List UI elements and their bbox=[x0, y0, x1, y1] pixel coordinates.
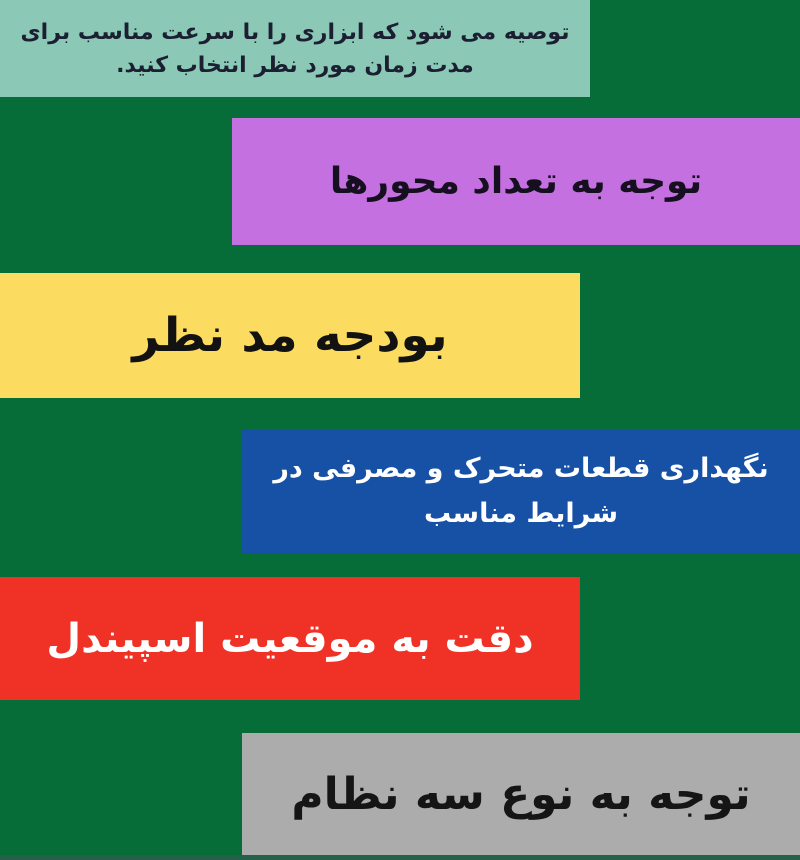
axes-count-text: توجه به تعداد محورها bbox=[329, 161, 703, 202]
tool-speed-recommendation-text: توصیه می شود که ابزاری را با سرعت مناسب برای مدت زمان مورد نظر انتخاب کنید. bbox=[20, 19, 570, 78]
chuck-type-bar bbox=[242, 733, 800, 855]
budget-bar bbox=[0, 273, 580, 398]
moving-parts-maintenance-bar bbox=[242, 430, 800, 553]
axes-count-bar bbox=[232, 118, 800, 245]
tool-speed-recommendation-bar bbox=[0, 0, 590, 97]
bottom-edge-strip bbox=[0, 855, 800, 860]
moving-parts-maintenance-text: نگهداری قطعات متحرک و مصرفی در شرایط مناسب bbox=[273, 452, 769, 529]
chuck-type-text: توجه به نوع سه نظام bbox=[291, 768, 751, 820]
spindle-position-bar bbox=[0, 577, 580, 700]
spindle-position-text: دقت به موقعیت اسپیندل bbox=[46, 615, 534, 662]
budget-text: بودجه مد نظر bbox=[132, 308, 448, 363]
